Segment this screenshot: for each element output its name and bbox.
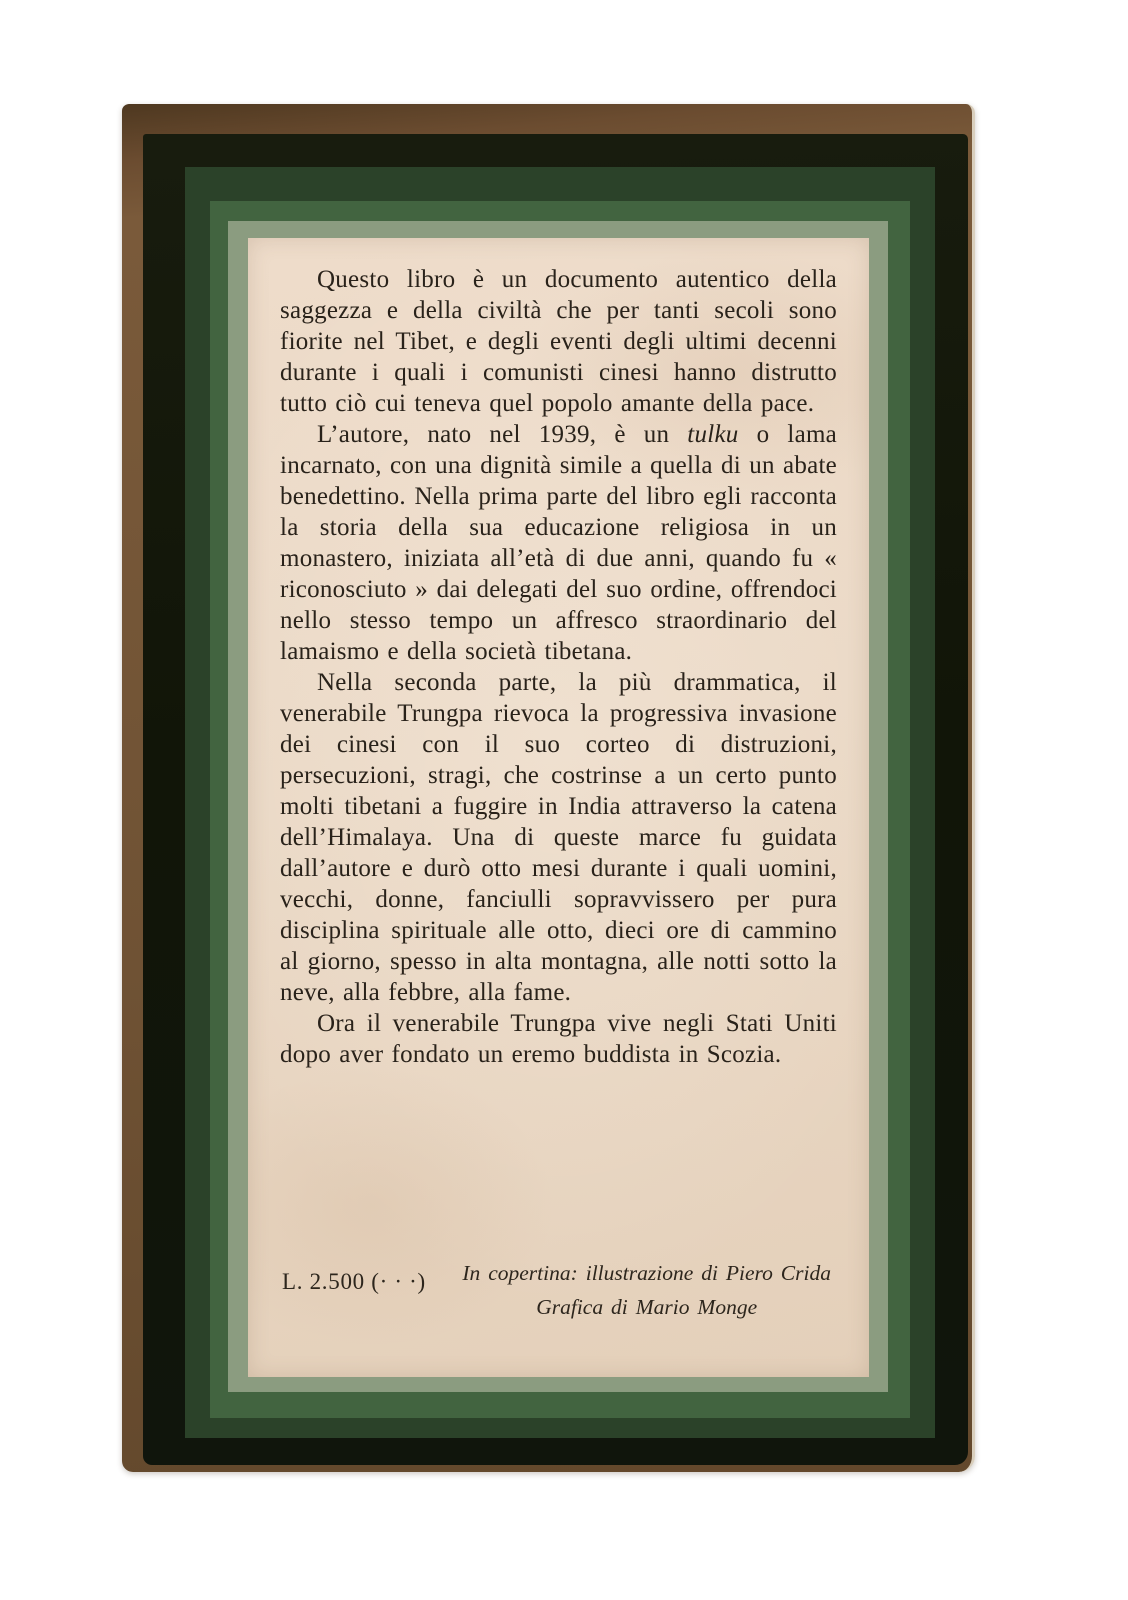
blurb-text: [280, 264, 837, 1070]
frame-black: [143, 134, 968, 1465]
paragraph-2: [280, 419, 837, 667]
paragraph-4: [280, 1008, 837, 1070]
paragraph-2-post: o lama incarnato, con una dignità simile a quella di un abate benedettino. Nella prima parte del libro egli racconta la storia della sua educazione religiosa in un monastero, iniziata all’età di due anni, quando fu « riconosciuto » dai delegati del suo ordine, offrendoci nello stesso tempo un affresco straordinario del lamaismo e della società tibetana.: [280, 421, 837, 665]
price-label: L. 2.500 (· · ·): [282, 1269, 426, 1294]
italic-term-tulku: tulku: [687, 421, 739, 448]
paragraph-3-text: Nella seconda parte, la più drammatica, il venerabile Trungpa rievoca la progressiva invasione dei cinesi con il suo corteo di distruzioni, persecuzioni, stragi, che costrinse a un certo punto molti tibetani a fuggire in India attraverso la catena dell’Himalaya. Una di queste marce fu guidata dall’autore e durò otto mesi durante i quali uomini, vecchi, donne, fanciulli sopravvissero per pura disciplina spirituale alle otto, dieci ore di cammino al giorno, spesso in alta montagna, alle notti sotto la neve, alla febbre, alla fame.: [280, 669, 837, 1006]
cover-credits: [462, 1256, 837, 1324]
credits-line-2: Grafica di Mario Monge: [536, 1295, 758, 1319]
frame-mid-green: [210, 201, 910, 1418]
credits-line-1: In copertina: illustrazione di Piero Crida: [462, 1261, 831, 1285]
paragraph-2-pre: L’autore, nato nel 1939, è un: [317, 421, 688, 448]
frame-sage: [228, 221, 888, 1392]
book-back-cover: [122, 104, 975, 1472]
paragraph-4-text: Ora il venerabile Trungpa vive negli Stati Uniti dopo aver fondato un eremo buddista in Scozia.: [280, 1010, 837, 1068]
photo-background: [0, 104, 1128, 1472]
paper-panel: [248, 238, 869, 1377]
paper-footer: [280, 1256, 837, 1324]
frame-dark-green: [185, 167, 935, 1438]
paragraph-1-text: Questo libro è un documento autentico della saggezza e della civiltà che per tanti secoli sono fiorite nel Tibet, e degli eventi degli ultimi decenni durante i quali i comunisti cinesi hanno distrutto tutto ciò cui teneva quel popolo amante della pace.: [280, 266, 837, 417]
paragraph-1: [280, 264, 837, 419]
paragraph-3: [280, 667, 837, 1008]
